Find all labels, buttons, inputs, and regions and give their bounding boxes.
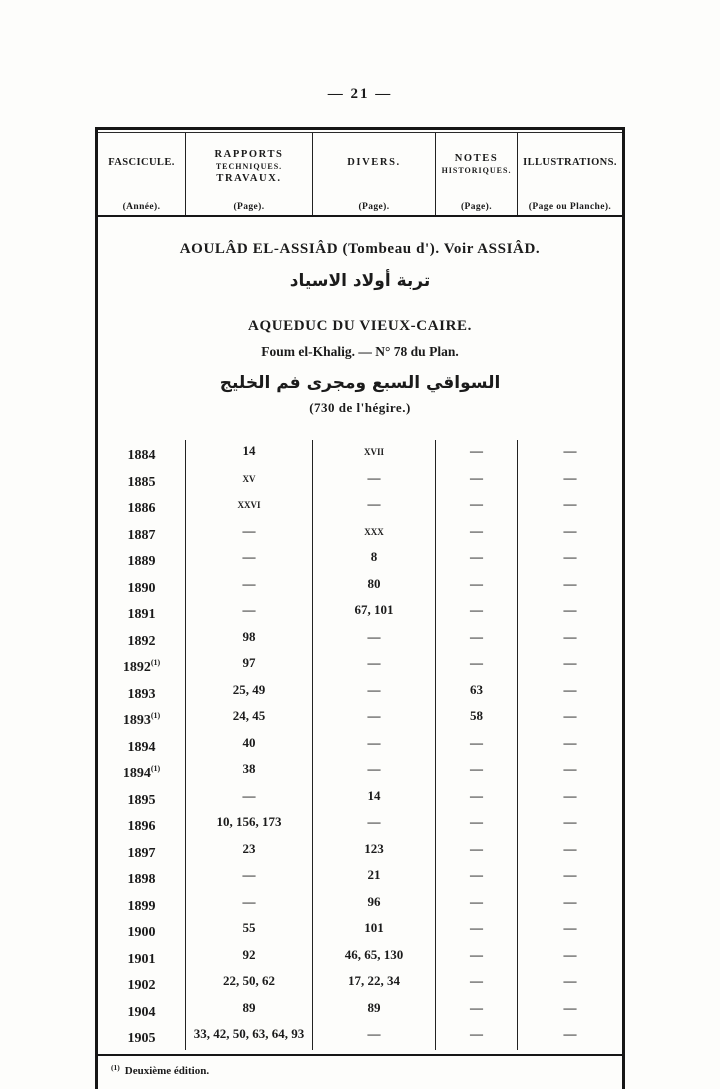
table-row: [98, 626, 622, 653]
year-value: 1885: [127, 474, 156, 490]
divers-cell: —: [312, 679, 435, 706]
table-row: [98, 1023, 622, 1050]
illustrations-cell: —: [517, 864, 622, 891]
year-cell: [98, 493, 185, 520]
column-title-line2: HISTORIQUES.: [441, 166, 512, 175]
illustrations-cell: —: [517, 997, 622, 1024]
table-row: [98, 599, 622, 626]
column-title: FASCICULE.: [108, 156, 175, 168]
illustrations-cell: —: [517, 679, 622, 706]
index-table: [95, 127, 625, 1089]
notes-cell: —: [435, 599, 517, 626]
travaux-cell: 23: [185, 838, 312, 865]
divers-cell: xxx: [312, 520, 435, 547]
notes-cell: —: [435, 520, 517, 547]
table-row: [98, 997, 622, 1024]
column-subtitle: (Page ou Planche).: [528, 201, 612, 212]
notes-cell: —: [435, 891, 517, 918]
column-subtitle: (Page).: [460, 202, 493, 212]
travaux-cell: xv: [185, 467, 312, 494]
edition-marker: (1): [150, 711, 161, 720]
table-row: [98, 864, 622, 891]
notes-cell: —: [435, 1023, 517, 1050]
divers-cell: —: [312, 493, 435, 520]
year-cell: [98, 785, 185, 812]
illustrations-cell: —: [517, 493, 622, 520]
year-value: 1902: [127, 978, 156, 993]
illustrations-cell: —: [517, 891, 622, 918]
notes-cell: —: [435, 467, 517, 494]
year-cell: [98, 652, 185, 679]
year-value: 1905: [127, 1031, 156, 1046]
notes-cell: —: [435, 440, 517, 467]
entry-note-hegire: (730 de l'hégire.): [309, 400, 411, 415]
year-value: 1889: [127, 554, 156, 569]
travaux-cell: 97: [185, 652, 312, 679]
year-value: 1892: [122, 660, 151, 675]
table-row: [98, 467, 622, 494]
divers-cell: —: [312, 652, 435, 679]
table-row: [98, 838, 622, 865]
column-subtitle: (Année).: [122, 201, 161, 212]
divers-cell: 123: [312, 838, 435, 865]
year-value: 1898: [127, 872, 156, 887]
year-cell: [98, 599, 185, 626]
illustrations-cell: —: [517, 546, 622, 573]
year-cell: [98, 679, 185, 706]
year-value: 1887: [127, 527, 156, 543]
column-title: DIVERS.: [347, 156, 401, 168]
travaux-cell: —: [185, 573, 312, 600]
divers-cell: 17, 22, 34: [312, 970, 435, 997]
year-cell: [98, 573, 185, 600]
table-row: [98, 573, 622, 600]
year-cell: [98, 705, 185, 732]
travaux-cell: 89: [185, 997, 312, 1024]
divers-cell: xvii: [312, 440, 435, 467]
divers-cell: 8: [312, 546, 435, 573]
notes-cell: —: [435, 758, 517, 785]
illustrations-cell: —: [517, 573, 622, 600]
divers-cell: —: [312, 705, 435, 732]
table-row: [98, 493, 622, 520]
table-row: [98, 652, 622, 679]
travaux-cell: 92: [185, 944, 312, 971]
illustrations-cell: —: [517, 785, 622, 812]
illustrations-cell: —: [517, 467, 622, 494]
divers-cell: 96: [312, 891, 435, 918]
notes-cell: —: [435, 838, 517, 865]
divers-cell: 67, 101: [312, 599, 435, 626]
year-value: 1899: [127, 898, 156, 914]
table-row: [98, 546, 622, 573]
table-row: [98, 917, 622, 944]
year-cell: [98, 944, 185, 971]
year-value: 1894: [127, 739, 156, 755]
table-row: [98, 679, 622, 706]
header-cell-divers: [312, 133, 435, 215]
travaux-cell: 98: [185, 626, 312, 653]
illustrations-cell: —: [517, 811, 622, 838]
column-title: NOTES: [454, 153, 499, 164]
table-row: [98, 520, 622, 547]
travaux-cell: —: [185, 520, 312, 547]
section-headings: [98, 217, 622, 437]
year-cell: [98, 440, 185, 467]
divers-cell: —: [312, 811, 435, 838]
notes-cell: —: [435, 573, 517, 600]
year-cell: [98, 626, 185, 653]
notes-cell: —: [435, 917, 517, 944]
entry-arabic-aqueduc: السواقي السبع ومجرى فم الخليج: [219, 373, 501, 393]
travaux-cell: —: [185, 599, 312, 626]
entry-heading-aoulad: AOULÂD EL-ASSIÂD (Tombeau d'). Voir ASSIÂD.: [179, 241, 541, 257]
entry-arabic-aoulad: تربة أولاد الاسياد: [289, 271, 431, 291]
notes-cell: —: [435, 652, 517, 679]
divers-cell: —: [312, 467, 435, 494]
illustrations-cell: —: [517, 838, 622, 865]
year-cell: [98, 758, 185, 785]
year-cell: [98, 546, 185, 573]
table-row: [98, 785, 622, 812]
divers-cell: —: [312, 758, 435, 785]
header-cell-illustrations: [517, 133, 622, 215]
illustrations-cell: —: [517, 758, 622, 785]
travaux-cell: 24, 45: [185, 705, 312, 732]
year-value: 1896: [127, 819, 156, 834]
divers-cell: 14: [312, 785, 435, 812]
notes-cell: 63: [435, 679, 517, 706]
illustrations-cell: —: [517, 626, 622, 653]
divers-cell: 46, 65, 130: [312, 944, 435, 971]
year-cell: [98, 732, 185, 759]
illustrations-cell: —: [517, 944, 622, 971]
year-value: 1893: [122, 713, 151, 728]
table-row: [98, 705, 622, 732]
notes-cell: —: [435, 626, 517, 653]
illustrations-cell: —: [517, 652, 622, 679]
travaux-cell: 10, 156, 173: [185, 811, 312, 838]
year-table-body: [98, 437, 622, 1050]
illustrations-cell: —: [517, 705, 622, 732]
table-row: [98, 758, 622, 785]
year-value: 1894: [122, 766, 151, 781]
notes-cell: —: [435, 811, 517, 838]
travaux-cell: 14: [185, 440, 312, 467]
illustrations-cell: —: [517, 970, 622, 997]
divers-cell: —: [312, 1023, 435, 1050]
year-cell: [98, 917, 185, 944]
table-row: [98, 944, 622, 971]
travaux-cell: 38: [185, 758, 312, 785]
illustrations-cell: —: [517, 599, 622, 626]
column-title: ILLUSTRATIONS.: [523, 156, 617, 168]
year-value: 1904: [127, 1004, 156, 1020]
divers-cell: 21: [312, 864, 435, 891]
illustrations-cell: —: [517, 917, 622, 944]
table-row: [98, 732, 622, 759]
illustrations-cell: —: [517, 732, 622, 759]
year-value: 1891: [127, 607, 156, 622]
column-subtitle: (Page).: [233, 201, 265, 212]
footnote: [98, 1054, 622, 1089]
year-cell: [98, 864, 185, 891]
notes-cell: —: [435, 732, 517, 759]
notes-cell: —: [435, 970, 517, 997]
notes-cell: —: [435, 546, 517, 573]
travaux-cell: 33, 42, 50, 63, 64, 93: [185, 1023, 312, 1050]
travaux-cell: 55: [185, 917, 312, 944]
notes-cell: —: [435, 944, 517, 971]
notes-cell: —: [435, 785, 517, 812]
table-row: [98, 891, 622, 918]
header-cell-fascicule: [98, 133, 185, 215]
table-row: [98, 970, 622, 997]
divers-cell: 89: [312, 997, 435, 1024]
travaux-cell: 40: [185, 732, 312, 759]
illustrations-cell: —: [517, 1023, 622, 1050]
travaux-cell: xxvi: [185, 493, 312, 520]
notes-cell: —: [435, 864, 517, 891]
table-row: [98, 440, 622, 467]
footnote-marker: (1): [111, 1062, 120, 1072]
year-value: 1901: [127, 951, 156, 967]
year-cell: [98, 838, 185, 865]
travaux-cell: 25, 49: [185, 679, 312, 706]
year-cell: [98, 997, 185, 1024]
column-subtitle: (Page).: [358, 201, 390, 212]
notes-cell: —: [435, 997, 517, 1024]
year-value: 1892: [127, 633, 156, 649]
column-title: RAPPORTS: [214, 148, 284, 160]
footnote-text: Deuxième édition.: [124, 1064, 210, 1077]
divers-cell: 80: [312, 573, 435, 600]
year-cell: [98, 811, 185, 838]
column-title-line3: TRAVAUX.: [216, 172, 282, 184]
year-value: 1895: [127, 792, 156, 808]
travaux-cell: —: [185, 785, 312, 812]
notes-cell: 58: [435, 705, 517, 732]
edition-marker: (1): [150, 764, 161, 773]
travaux-cell: —: [185, 546, 312, 573]
divers-cell: —: [312, 732, 435, 759]
illustrations-cell: —: [517, 520, 622, 547]
year-cell: [98, 467, 185, 494]
header-cell-notes: [435, 133, 517, 215]
year-cell: [98, 891, 185, 918]
year-value: 1890: [127, 580, 156, 596]
header-cell-rapports: [185, 133, 312, 215]
year-cell: [98, 1023, 185, 1050]
entry-heading-aqueduc: AQUEDUC DU VIEUX-CAIRE.: [248, 318, 472, 334]
notes-cell: —: [435, 493, 517, 520]
divers-cell: 101: [312, 917, 435, 944]
column-title-line2: TECHNIQUES.: [215, 161, 283, 171]
table-header: [98, 132, 622, 217]
edition-marker: (1): [150, 658, 161, 667]
year-value: 1893: [127, 686, 156, 702]
year-value: 1900: [127, 925, 156, 940]
year-value: 1897: [127, 845, 156, 861]
travaux-cell: 22, 50, 62: [185, 970, 312, 997]
year-cell: [98, 970, 185, 997]
divers-cell: —: [312, 626, 435, 653]
year-cell: [98, 520, 185, 547]
illustrations-cell: —: [517, 440, 622, 467]
year-value: 1884: [127, 448, 156, 463]
page-number: — 21 —: [327, 86, 393, 102]
travaux-cell: —: [185, 864, 312, 891]
table-row: [98, 811, 622, 838]
entry-subheading-foum: Foum el-Khalig. — N° 78 du Plan.: [261, 344, 459, 359]
travaux-cell: —: [185, 891, 312, 918]
year-value: 1886: [127, 501, 156, 516]
